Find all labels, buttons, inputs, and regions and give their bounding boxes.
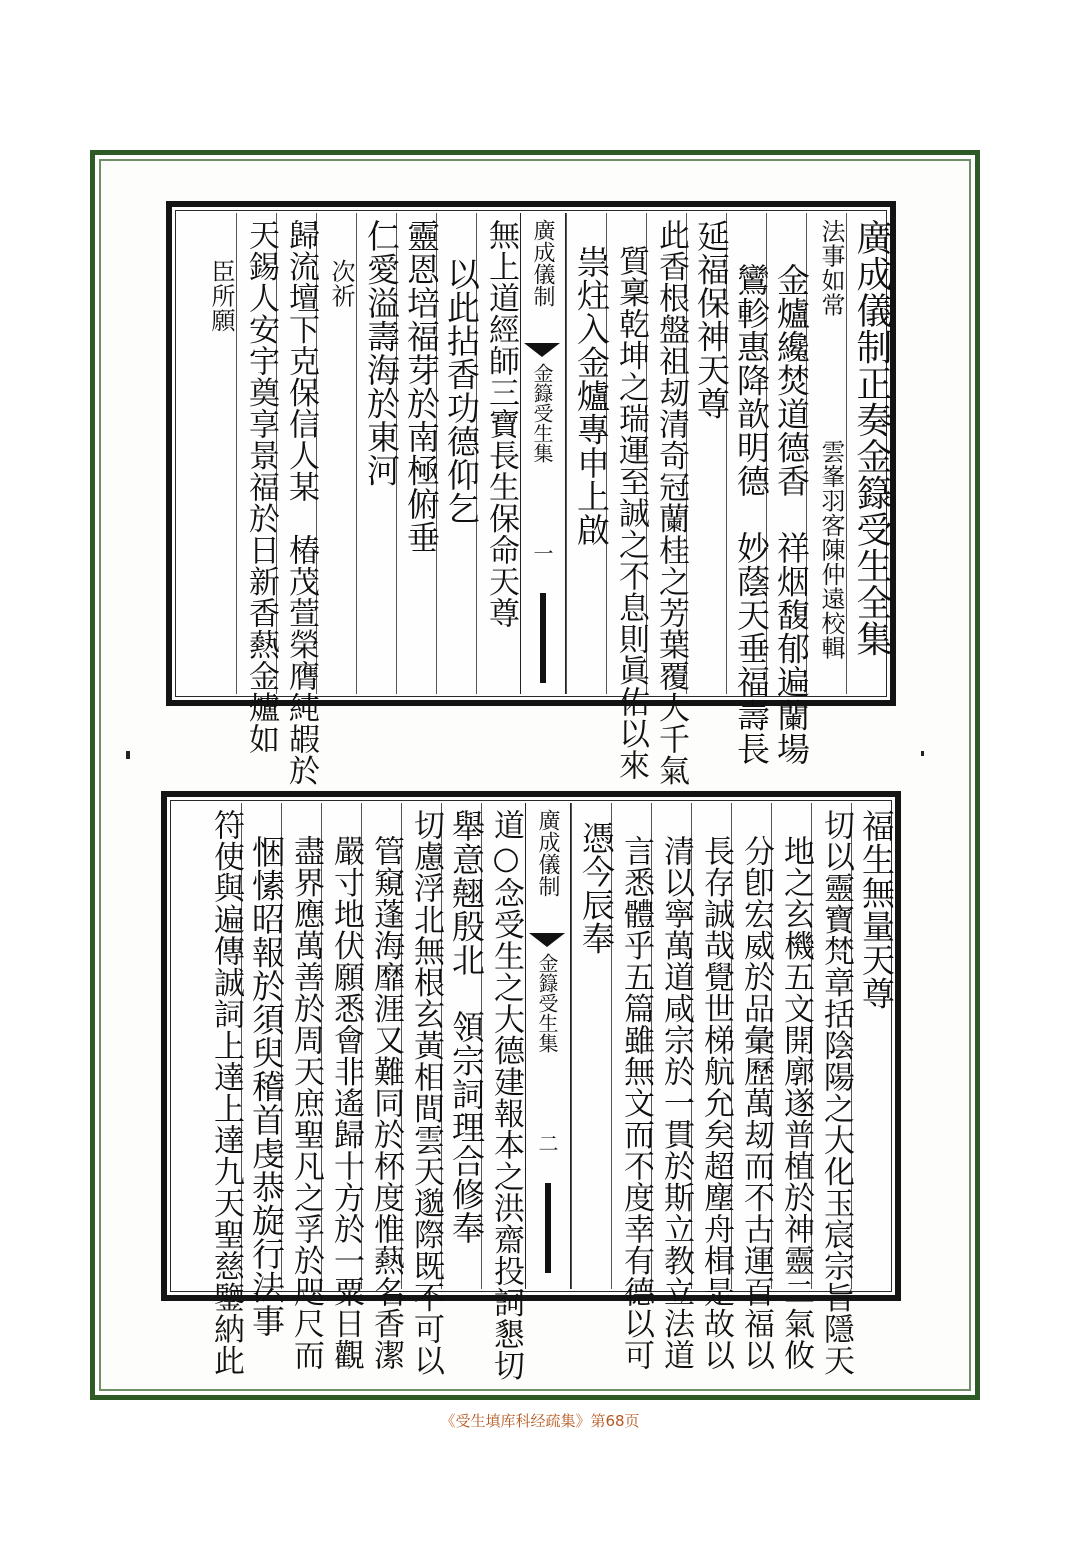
text-column: 分卽宏威於品彙歷萬刼而不古運百福以 — [738, 835, 774, 1371]
page-caption — [0, 1410, 1080, 1431]
banxin-page-number: 二 — [535, 1133, 559, 1153]
caption-suffix: 页 — [624, 1412, 640, 1430]
banxin — [525, 803, 571, 1289]
text-column: 舉意翹殷北 領宗詞理合修奉 — [447, 809, 486, 1245]
banxin-subtitle: 金籙受生集 — [535, 953, 559, 1053]
text-column: 鸞軫惠降歆明德 妙蔭天垂福壽長 — [732, 263, 771, 766]
text-column: 次祈 — [327, 259, 355, 308]
caption-prefix: 《受生填库科经疏集》第 — [440, 1412, 606, 1430]
banxin — [520, 213, 566, 694]
text-column: 法事如常 雲峯羽客陳仲遠校輯 — [817, 219, 845, 660]
bottom-folio — [161, 791, 901, 1381]
text-column: 福生無量天尊 — [857, 809, 896, 1010]
text-column: 靈恩培福芽於南極俯垂 — [402, 219, 441, 554]
text-column: 管窺蓬海靡涯又難同於杯度惟爇名香潔 — [368, 835, 404, 1371]
text-column: 符使與遍傳誠詞上達上達九天聖慈鑒納此 — [208, 809, 244, 1376]
scan-speck — [126, 751, 130, 759]
text-column: 金爐纔焚道德香 祥烟馥郁遍蘭場 — [772, 263, 811, 766]
text-column: 臣所願 — [207, 259, 235, 333]
text-column: 盡界應萬善於周天庶聖凡之孚於咫尺而 — [288, 835, 324, 1371]
banxin-subtitle: 金籙受生集 — [530, 363, 554, 463]
text-column: 以此拈香功德仰乞 — [442, 257, 481, 525]
text-column: 延福保神天尊 — [692, 219, 731, 420]
text-column: 歸流壇下克保信人某 椿茂萱榮膺純嘏於 — [283, 219, 319, 786]
text-column: 長存誠哉覺世梯航允矣超塵舟楫是故以 — [698, 835, 734, 1371]
text-column: 祟炷入金爐專申上啟 — [572, 245, 611, 547]
text-column: 仁愛溢壽海於東河 — [362, 219, 401, 487]
folio-title: 廣成儀制正奏金籙受生全集 — [851, 219, 892, 657]
scan-speck — [921, 751, 924, 756]
banxin-page-number: 一 — [530, 543, 554, 563]
caption-page-number: 68 — [605, 1412, 625, 1430]
text-column: 地之玄機五文開廓遂普植於神靈二氣攸 — [778, 835, 814, 1371]
text-column: 無上道經師三寶長生保命天尊 — [483, 219, 519, 629]
text-column: 切以靈寶梵章括陰陽之大化玉宸宗旨隱天 — [818, 809, 854, 1376]
page-frame — [90, 150, 980, 1400]
text-column: 道○念受生之大德建報本之洪齋投詞懇切 — [488, 809, 524, 1381]
top-folio — [166, 201, 896, 786]
page-inner-frame — [99, 159, 971, 1391]
text-column: 憑今辰奉 — [577, 821, 616, 955]
text-column: 清以寧萬道咸宗於一貫於斯立教立法道 — [658, 835, 694, 1371]
text-column: 天錫人安宇奠享景福於日新香爇金爐如 — [243, 219, 279, 755]
text-column: 切慮浮北無根玄黃相間雲天邈際既不可以 — [408, 809, 444, 1376]
banxin-title: 廣成儀制 — [535, 809, 560, 897]
text-column: 此香根盤祖刼清奇冠蘭桂之芳葉覆大千氣 — [653, 219, 689, 786]
banxin-title: 廣成儀制 — [530, 219, 555, 307]
text-column: 悃愫昭報於須臾稽首虔恭旋行法事 — [247, 835, 286, 1338]
fishtail-bar — [540, 593, 546, 683]
text-column: 質稟乾坤之瑞運至誠之不息則眞佑以來 — [613, 245, 649, 781]
text-column: 嚴寸地伏願悉會非遙歸十方於一粟日觀 — [328, 835, 364, 1371]
text-column: 言悉體乎五篇雖無文而不度幸有德以可 — [618, 835, 654, 1371]
fishtail-mark — [524, 343, 560, 357]
fishtail-mark — [529, 933, 565, 947]
fishtail-bar — [545, 1183, 551, 1273]
